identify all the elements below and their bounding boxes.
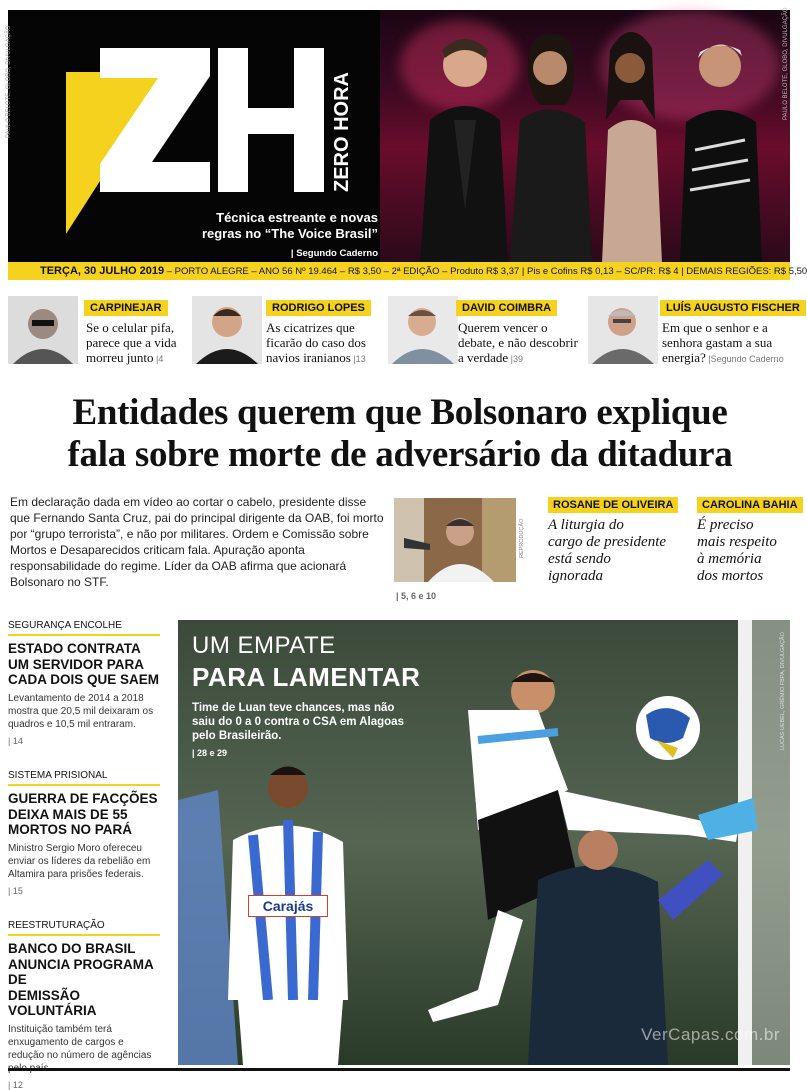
sports-photo-credit: LUCAS UEBEL, GRÊMIO FBPA, DIVULGAÇÃO xyxy=(780,632,786,750)
columnist-page-ref: |39 xyxy=(508,354,524,364)
story-page-ref: | 12 xyxy=(8,1079,23,1090)
voice-promo-text[interactable] xyxy=(158,210,378,242)
voice-promo-photo[interactable] xyxy=(380,7,790,263)
columnist-page-ref: |13 xyxy=(350,354,366,364)
story-page-ref: | 15 xyxy=(8,885,23,896)
columnist-name: CARPINEJAR xyxy=(84,300,168,316)
sports-feature[interactable] xyxy=(178,620,790,1065)
story-body: Levantamento de 2014 a 2018 mostra que 20,5 mil deixaram os quadros e 10,5 mil entraram. xyxy=(8,692,154,730)
story-tag: REESTRUTURAÇÃO xyxy=(8,920,160,936)
vercapas-watermark: VerCapas.com.br xyxy=(641,1025,780,1044)
jersey-sponsor-logo: Carajás xyxy=(248,895,328,917)
story-tag: SISTEMA PRISIONAL xyxy=(8,770,160,786)
columnist-blurb: Querem vencer o debate, e não descobrir a verdade |39 xyxy=(458,320,578,365)
bottom-rule xyxy=(8,1068,790,1071)
opinion-text-rosane[interactable]: A liturgia do cargo de presidente está sendo ignorada xyxy=(548,517,667,584)
sports-title: PARA LAMENTAR xyxy=(192,662,421,692)
sports-kicker: UM EMPATE xyxy=(192,632,336,659)
main-headline[interactable]: Entidades querem que Bolsonaro explique fala sobre morte de adversário da ditadura xyxy=(67,392,733,475)
columnist-luis-augusto-fischer[interactable] xyxy=(588,292,800,366)
columnist-name: RODRIGO LOPES xyxy=(266,300,371,316)
columnist-name: LUÍS AUGUSTO FISCHER xyxy=(660,300,806,316)
story-page-ref: | 14 xyxy=(8,735,23,746)
dateline-bar xyxy=(8,262,807,280)
columnist-name: DAVID COIMBRA xyxy=(456,300,557,316)
main-lede: Em declaração dada em vídeo ao cortar o cabelo, presidente disse que Fernando Santa Cruz, pai do principal dirigente da OAB, foi morto por “grupo terrorista”, e não por militares. Ordem e Comissão sobre Mortos e Desaparecidos criticam fala. Apuração aponta responsabilidade do regime. Líder da OAB afirma que acionará Bolsonaro no STF. xyxy=(10,495,384,589)
columnist-photo xyxy=(192,296,262,364)
photo-credit-left: PAULO BELOTE, GLOBO, DIVULGAÇÃO xyxy=(6,25,12,138)
story-tag: SEGURANÇA ENCOLHE xyxy=(8,620,160,636)
sidebar-story-reestruturacao[interactable] xyxy=(8,920,160,1090)
columnist-carpinejar[interactable] xyxy=(8,292,193,366)
columnist-photo xyxy=(388,296,458,364)
columnist-page-ref: |4 xyxy=(153,354,164,364)
columnist-photo xyxy=(8,296,78,364)
columnist-rodrigo-lopes[interactable] xyxy=(192,292,387,366)
story-title: GUERRA DE FACÇÕES DEIXA MAIS DE 55 MORTOS NO PARÁ xyxy=(8,791,158,837)
story-title: BANCO DO BRASIL ANUNCIA PROGRAMA DE DEMISSÃO VOLUNTÁRIA xyxy=(8,941,154,1018)
opinion-text-carolina[interactable]: É preciso mais respeito à memória dos mortos xyxy=(697,517,777,584)
opinion-name-rosane: ROSANE DE OLIVEIRA xyxy=(548,497,678,513)
sidebar-story-seguranca[interactable] xyxy=(8,620,160,746)
bolsonaro-photo-credit: REPRODUÇÃO xyxy=(519,518,525,558)
promo-line-2: regras no “The Voice Brasil” xyxy=(201,226,378,241)
bolsonaro-haircut-photo[interactable] xyxy=(394,498,516,582)
judges-illustration xyxy=(380,7,790,263)
sidebar-story-prisional[interactable] xyxy=(8,770,160,896)
main-page-ref: | 5, 6 e 10 xyxy=(396,591,437,601)
masthead xyxy=(6,7,790,263)
story-title: ESTADO CONTRATA UM SERVIDOR PARA CADA DOIS QUE SAEM xyxy=(8,641,160,687)
promo-page-ref: | Segundo Caderno xyxy=(290,248,378,259)
promo-line-1: Técnica estreante e novas xyxy=(216,210,378,225)
edition-date: TERÇA, 30 JULHO 2019 xyxy=(40,265,165,277)
columnist-blurb: As cicatrizes que ficarão do caso dos navios iranianos |13 xyxy=(266,320,366,365)
columnist-blurb: Se o celular pifa, parece que a vida morreu junto |4 xyxy=(86,320,177,365)
opinion-name-carolina: CAROLINA BAHIA xyxy=(697,497,803,513)
sports-page-ref: | 28 e 29 xyxy=(192,748,228,758)
columnist-david-coimbra[interactable] xyxy=(388,292,588,366)
edition-details: – PORTO ALEGRE – ANO 56 Nº 19.464 – R$ 3,50 – 2ª EDIÇÃO – Produto R$ 3,37 | Pis e Cofins R$ 0,13 – SC/PR: R$ 4 | DEMAIS REGIÕES: R$ 5,50 xyxy=(164,266,807,277)
photo-credit-right: PAULO BELOTE, GLOBO, DIVULGAÇÃO xyxy=(783,7,789,120)
columnist-blurb: Em que o senhor e a senhora gastam a sua energia? |Segundo Caderno xyxy=(662,320,784,365)
columnist-page-ref: |Segundo Caderno xyxy=(705,354,784,364)
sports-body: Time de Luan teve chances, mas não saiu do 0 a 0 contra o CSA em Alagoas pelo Brasileirão. xyxy=(192,702,404,742)
story-body: Ministro Sergio Moro ofereceu enviar os líderes da rebelião em Altamira para prisões federais. xyxy=(8,842,151,880)
columnist-photo xyxy=(588,296,658,364)
logo-subtitle: ZERO HORA xyxy=(331,72,353,192)
story-body: Instituição também terá enxugamento de cargos e redução no número de agências xyxy=(8,1023,152,1061)
